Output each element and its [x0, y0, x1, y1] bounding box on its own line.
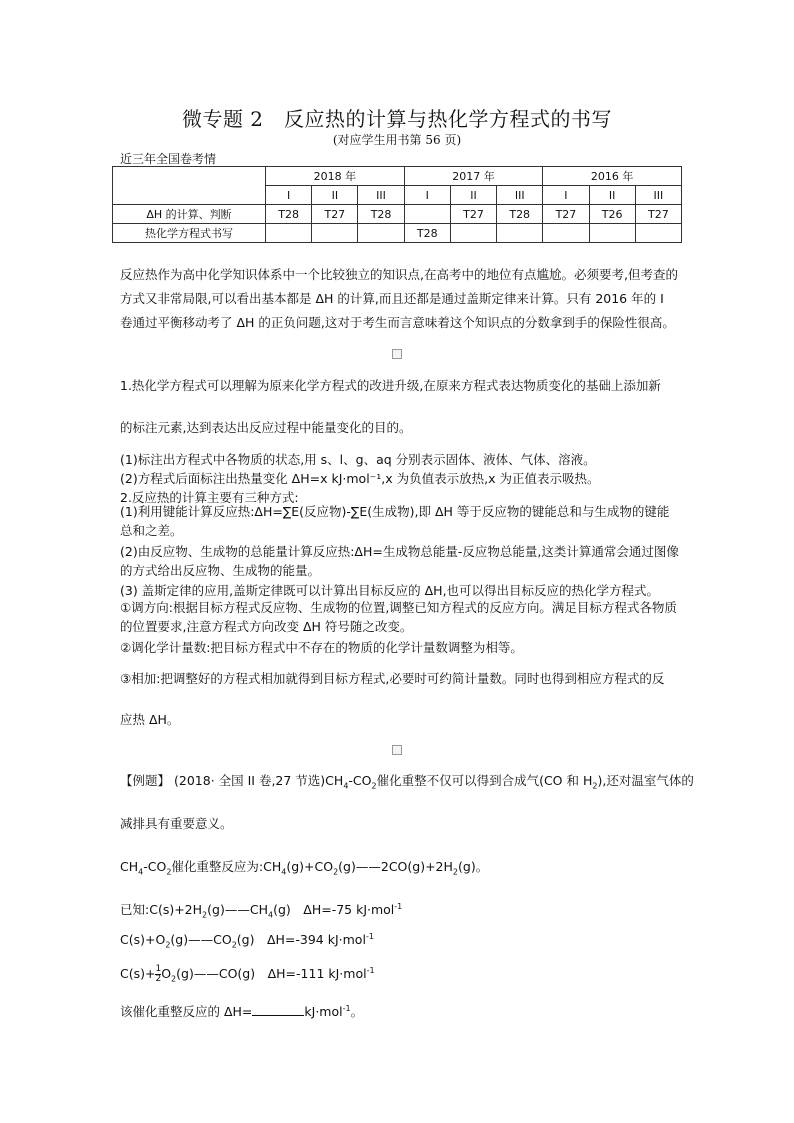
- known-equation-3: C(s)+ $\frac{1}{2}$ $O_2(g)——CO(g)$ ΔH=-111 kJ·mol$^{-1}$: [120, 964, 375, 984]
- table-cell: T27: [312, 205, 358, 224]
- paper-header: III: [358, 186, 404, 205]
- point-2-item: (3) 盖斯定律的应用,盖斯定律既可以计算出目标反应的 ΔH,也可以得出目标反应的热化学方程式。: [120, 583, 660, 598]
- equals-arrow: ——: [224, 902, 250, 917]
- point-1-line-1: 1.热化学方程式可以理解为原来化学方程式的改进升级,在原来方程式表达物质变化的基础上添加新: [120, 378, 661, 393]
- table-cell: T28: [358, 205, 404, 224]
- known-equation-1: 已知$:C(s)+2H_2(g)——CH_4(g)$ ΔH=-75 kJ·mol$^{-1}$: [120, 901, 403, 920]
- question-line: 该催化重整反应的 ΔH= kJ·mol$^{-1}$。: [120, 1003, 364, 1019]
- table-cell: T28: [404, 224, 450, 243]
- equals-arrow: ——: [193, 966, 219, 981]
- image-placeholder-icon: [392, 745, 402, 755]
- known-equation-2: $C(s)+O_2(g)——CO_2(g)$ ΔH=-394 kJ·mol$^{-1}$: [120, 931, 374, 950]
- table-corner-cell: [113, 167, 266, 205]
- year-header: 2017 年: [404, 167, 543, 186]
- example-line-1: 【例题】 (2018· 全国 II 卷,27 节选)$CH_4-CO_2$催化重整不仅可以得到合成气(CO 和 $H_2$),还对温室气体的: [120, 773, 694, 791]
- point-2-step-3-line-2: 应热 ΔH。: [120, 712, 180, 727]
- table-cell: [450, 224, 496, 243]
- point-2-item: (2)由反应物、生成物的总能量计算反应热:ΔH=生成物总能量-反应物总能量,这类计算通常会通过图像的方式给出反应物、生成物的能量。: [120, 544, 679, 578]
- table-cell: [497, 224, 543, 243]
- paper-header: III: [635, 186, 681, 205]
- table-cell: T28: [497, 205, 543, 224]
- table-cell: T28: [266, 205, 312, 224]
- table-cell: T27: [543, 205, 589, 224]
- table-row: [113, 224, 682, 243]
- table-row: [113, 167, 682, 186]
- table-cell: T27: [635, 205, 681, 224]
- table-cell: [312, 224, 358, 243]
- table-cell: T26: [589, 205, 635, 224]
- table-cell: T27: [450, 205, 496, 224]
- paper-header: III: [497, 186, 543, 205]
- table-cell: [266, 224, 312, 243]
- table-cell: [589, 224, 635, 243]
- row-label: 热化学方程式书写: [113, 224, 266, 243]
- row-label: ΔH 的计算、判断: [113, 205, 266, 224]
- table-cell: [358, 224, 404, 243]
- paper-header: II: [450, 186, 496, 205]
- fraction-one-half: $\frac{1}{2}$: [155, 964, 162, 984]
- paper-header: II: [589, 186, 635, 205]
- table-caption: 近三年全国卷考情: [120, 152, 217, 166]
- page-title: 微专题 2 反应热的计算与热化学方程式的书写: [181, 107, 613, 131]
- paper-header: I: [543, 186, 589, 205]
- paper-header: II: [312, 186, 358, 205]
- example-line-2: 减排具有重要意义。: [120, 816, 233, 831]
- table-cell: [635, 224, 681, 243]
- year-header: 2018 年: [266, 167, 405, 186]
- point-1-item: (2)方程式后面标注出热量变化 ΔH=x kJ·mol⁻¹,x 为负值表示放热,x 为正值表示吸热。: [120, 471, 600, 486]
- point-2-item: ②调化学计量数:把目标方程式中不存在的物质的化学计量数调整为相等。: [120, 640, 523, 655]
- year-header: 2016 年: [543, 167, 682, 186]
- intro-paragraph: 反应热作为高中化学知识体系中一个比较独立的知识点,在高考中的地位有点尴尬。必须要考,但考查的方式又非常局限,可以看出基本都是 ΔH 的计算,而且还都是通过盖斯定律来计算。只有 2016 年的 I 卷通过平衡移动考了 ΔH 的正负问题,这对于考生而言意味着这个知识点的分数拿到手的保险性很高。: [120, 267, 678, 330]
- point-2-item: ①调方向:根据目标方程式反应物、生成物的位置,调整已知方程式的反应方向。满足目标方程式各物质的位置要求,注意方程式方向改变 ΔH 符号随之改变。: [120, 600, 677, 634]
- table-cell: [543, 224, 589, 243]
- point-1-item: (1)标注出方程式中各物质的状态,用 s、l、g、aq 分别表示固体、液体、气体、溶液。: [120, 452, 596, 467]
- example-tag: 【例题】: [120, 773, 171, 788]
- table-row: [113, 205, 682, 224]
- point-2-item: (1)利用键能计算反应热:ΔH=∑E(反应物)-∑E(生成物),即 ΔH 等于反应物的键能总和与生成物的键能总和之差。: [120, 504, 670, 538]
- equals-arrow: ——: [188, 932, 214, 947]
- image-placeholder-icon: [392, 349, 402, 359]
- point-2-heading: 2.反应热的计算主要有三种方式:: [120, 490, 299, 505]
- page-subtitle: (对应学生用书第 56 页): [332, 133, 462, 147]
- exam-table: [112, 166, 682, 243]
- paper-header: I: [266, 186, 312, 205]
- equals-arrow: ——: [355, 859, 381, 874]
- paper-header: I: [404, 186, 450, 205]
- table-cell: [404, 205, 450, 224]
- reaction-equation: $CH_4-CO_2$催化重整反应为$:CH_4(g)+CO_2(g)——2CO(g)+2H_2(g)$。: [120, 859, 489, 877]
- answer-blank[interactable]: [252, 1004, 304, 1016]
- point-2-step-3-line-1: ③相加:把调整好的方程式相加就得到目标方程式,必要时可约简计量数。同时也得到相应方程式的反: [120, 671, 665, 686]
- point-1-line-2: 的标注元素,达到表达出反应过程中能量变化的目的。: [120, 420, 412, 435]
